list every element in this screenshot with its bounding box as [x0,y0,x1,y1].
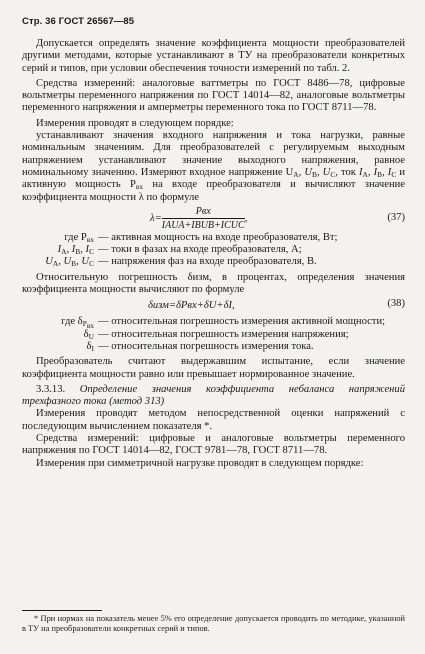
paragraph-alt-methods: Допускается определять значение коэффициента мощности преобразователей другими методами, которые устанавливают в ТУ на преобразователи конкретных серий и типов, при условии обеспечения точности измерений по табл. 2. [22,38,405,74]
footnote-divider [22,610,102,611]
paragraph-error-intro: Относительную погрешность δизм, в процентах, определения значения коэффициента мощности вычисляют по формуле [22,271,405,296]
paragraph-procedure: устанавливают значения входного напряжения и тока нагрузки, равные номинальным значениям. Для преобразователей с регулируемым выходным напряжением устанавливают значение выходного напряжения, равное номинальному значению. Измеряют входное напряжение $U_A$, $U_B$, $U_C$, ток $I_A$, $I_B$, $I_C$ и активную мощность $P_{вх}$ на входе преобразователя и вычисляют значение коэффициента мощности λ по формуле [22,130,405,203]
definitions-38: где $\delta_{P_{вх}}$ — относительная погрешность измерения активной мощности; $\delta_U$ — относительная погрешность измерения напряжения; $\delta_I$ — относительная погрешность измерения тока. [61,316,386,353]
formula-37: λ= $\frac{\text{Pвх}}{\text{IAUA+IBUB+ICUC}}$ , (37) [150,205,405,231]
paragraph-procedure-intro: Измерения проводят в следующем порядке: [36,117,234,129]
paragraph-pass-criterion: Преобразователь считают выдержавшим испытание, если значение коэффициента мощности равно или превышает нормированное значение. [22,356,405,380]
definitions-37: где $P_{вх}$ — активная мощность на входе преобразователя, Вт; $I_A$, $I_B$, $I_C$ — токи в фазах на входе преобразователя, А; $U_A$, $U_B$, $U_C$ — напряжения фаз на входе преобразователя, В. [45,231,338,269]
page-header: Стр. 36 ГОСТ 26567—85 [22,16,135,27]
paragraph-instruments-2: Средства измерений: цифровые и аналоговые вольтметры переменного напряжения по ГОСТ 14014—82, ГОСТ 9781—78, ГОСТ 8711—78. [22,433,405,457]
equation-number-38: (38) [387,298,405,310]
document-body [22,38,405,470]
formula-37-numerator: Pвх [162,206,245,219]
footnote: * При нормах на показатель менее 5% его определение допускается проводить по методике, указанной в ТУ на преобразователи конкретных серий и типов. [22,614,405,634]
section-heading-3-3-13: 3.3.13. Определение значения коэффициента небаланса напряжений трехфазного тока (метод 313) [22,383,405,408]
paragraph-method: Измерения проводят методом непосредственной оценки напряжений с последующим вычислением показателя *. [22,408,405,432]
formula-37-denominator: IAUA+IBUB+ICUC [161,219,245,231]
formula-38: δизм=δPвх+δU+δI, (38) [148,298,405,312]
paragraph-symmetric-load: Измерения при симметричной нагрузке проводят в следующем порядке: [36,457,364,469]
equation-number-37: (37) [387,211,405,223]
paragraph-instruments: Средства измерений: аналоговые ваттметры по ГОСТ 8486—78, цифровые вольтметры переменного напряжения по ГОСТ 14014—82, аналоговые вольтметры переменного напряжения и амперметры переменного тока по ГОСТ 8711—78. [22,77,405,114]
